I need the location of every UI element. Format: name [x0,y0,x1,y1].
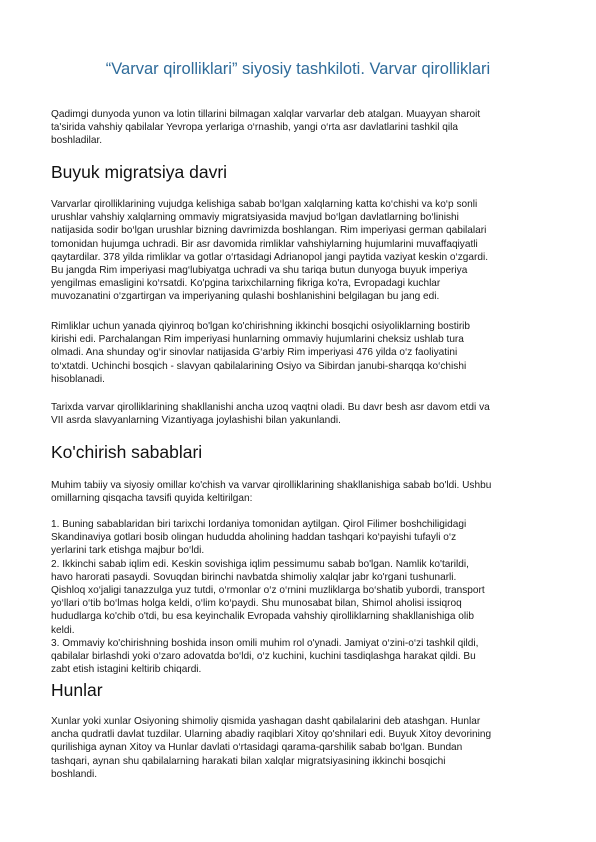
reasons-paragraph-1: Muhim tabiiy va siyosiy omillar ko'chish va varvar qirolliklarining shakllanishiga sabab bo'ldi. Ushbu omillarning qisqacha tavsifi quyida keltirilgan: [51,480,492,505]
section-heading-huns: Hunlar [51,680,103,700]
section-heading-migration: Buyuk migratsiya davri [51,162,228,182]
migration-paragraph-1: Varvarlar qirolliklarining vujudga kelishiga sabab bo‘lgan xalqlarning katta ko‘chishi va ko‘p sonli urushlar vahshiy xalqlarning ommaviy migratsiyasida mavjud bo‘lgan davlatlarning bo‘linishi natijasida sodir bo‘lgan urushlar bizning davrimizda boshlangan. Rim imperiyasi german qabilalari tomonidan hujumga uchradi. Bir asr davomida rimliklar vahshiylarning hujumlarini muvaffaqiyatli qaytardilar. 378 yilda rimliklar va gotlar o‘rtasidagi Adrianopol jangi paytida vaziyat keskin o‘zgardi. Bu jangda Rim imperiyasi mag‘lubiyatga uchradi va shu tariqa butun dunyoga buyuk imperiya yengilmas emasligini ko‘rsatdi. Ko'pgina tarixchilarning fikriga ko'ra, Evropadagi kuchlar muvozanatini o‘zgartirgan va imperiyaning qulashi boshlanishini belgilagan bu jang edi. [51,199,489,303]
document-title: “Varvar qirolliklari” siyosiy tashkiloti. Varvar qirolliklari [105,60,491,78]
section-heading-reasons: Ko'chirish sabablari [51,442,203,462]
migration-paragraph-3: Tarixda varvar qirolliklarining shakllanishi ancha uzoq vaqtni oladi. Bu davr besh asr davom etdi va VII asrda slavyanlarning Vizantiyaga joylashishi bilan yakunlandi. [51,402,490,427]
migration-paragraph-2: Rimliklar uchun yanada qiyinroq bo'lgan ko'chirishning ikkinchi bosqichi osiyoliklarning bostirib kirishi edi. Parchalangan Rim imperiyasi hunlarning ommaviy hujumlarini cheksiz ushlab tura olmadi. Ana shunday og‘ir sinovlar natijasida G‘arbiy Rim imperiyasi 476 yilda o‘z faoliyatini to‘xtatdi. Uchinchi bosqich - slavyan qabilalarining Osiyo va Sibirdan janubi-sharqqa ko‘chishi hisoblanadi. [51,321,471,385]
intro-paragraph: Qadimgi dunyoda yunon va lotin tillarini bilmagan xalqlar varvarlar deb atalgan. Muayyan sharoit ta'sirida vahshiy qabilalar Yevropa yerlariga o‘rnashib, yangi o‘rta asr davlatlarini tashkil qila boshladilar. [51,109,481,147]
huns-paragraph: Xunlar yoki xunlar Osiyoning shimoliy qismida yashagan dasht qabilalarini deb atashgan. Hunlar ancha qudratli davlat tuzdilar. Ularning abadiy raqiblari Xitoy qo'shnilari edi. Buyuk Xitoy devorining qurilishiga aynan Xitoy va Hunlar davlati o‘rtasidagi qarama-qarshilik sabab bo‘lgan. Bundan tashqari, aynan shu qabilalarning harakati bilan xalqlar migratsiyasining ikkinchi bosqichi boshlandi. [51,716,492,780]
reasons-list: 1. Buning sabablaridan biri tarixchi Iordaniya tomonidan aytilgan. Qirol Filimer boshchiligidagi Skandinaviya gotlari bosib olingan hududda aholining haddan tashqari ko‘payishi tufayli o‘z yerlarini tark etishga majbur bo‘ldi. 2. Ikkinchi sabab iqlim edi. Keskin sovishiga iqlim pessimumu sabab bo'lgan. Namlik ko'tarildi, havo harorati pasaydi. Sovuqdan birinchi navbatda shimoliy xalqlar jabr ko'rgani tushunarli. Qishloq xo‘jaligi tanazzulga yuz tutdi, o‘rmonlar o‘z o‘rnini muzliklarga bo‘shatib yubordi, transport yo‘llari o‘tib bo‘lmas holga keldi, o‘lim ko‘paydi. Shu munosabat bilan, Shimol aholisi issiqroq hududlarga ko'chib o'tdi, bu esa keyinchalik Evropada vahshiy qirolliklarning shakllanishiga olib keldi. 3. Ommaviy ko'chirishning boshida inson omili muhim rol o'ynadi. Jamiyat o‘zini-o‘zi tashkil qildi, qabilalar birlashdi yoki o‘zaro adovatda bo‘ldi, o‘z kuchini, kuchini tasdiqlashga harakat qildi. Bu zabt etish istagini keltirib chiqardi. [51,519,485,676]
